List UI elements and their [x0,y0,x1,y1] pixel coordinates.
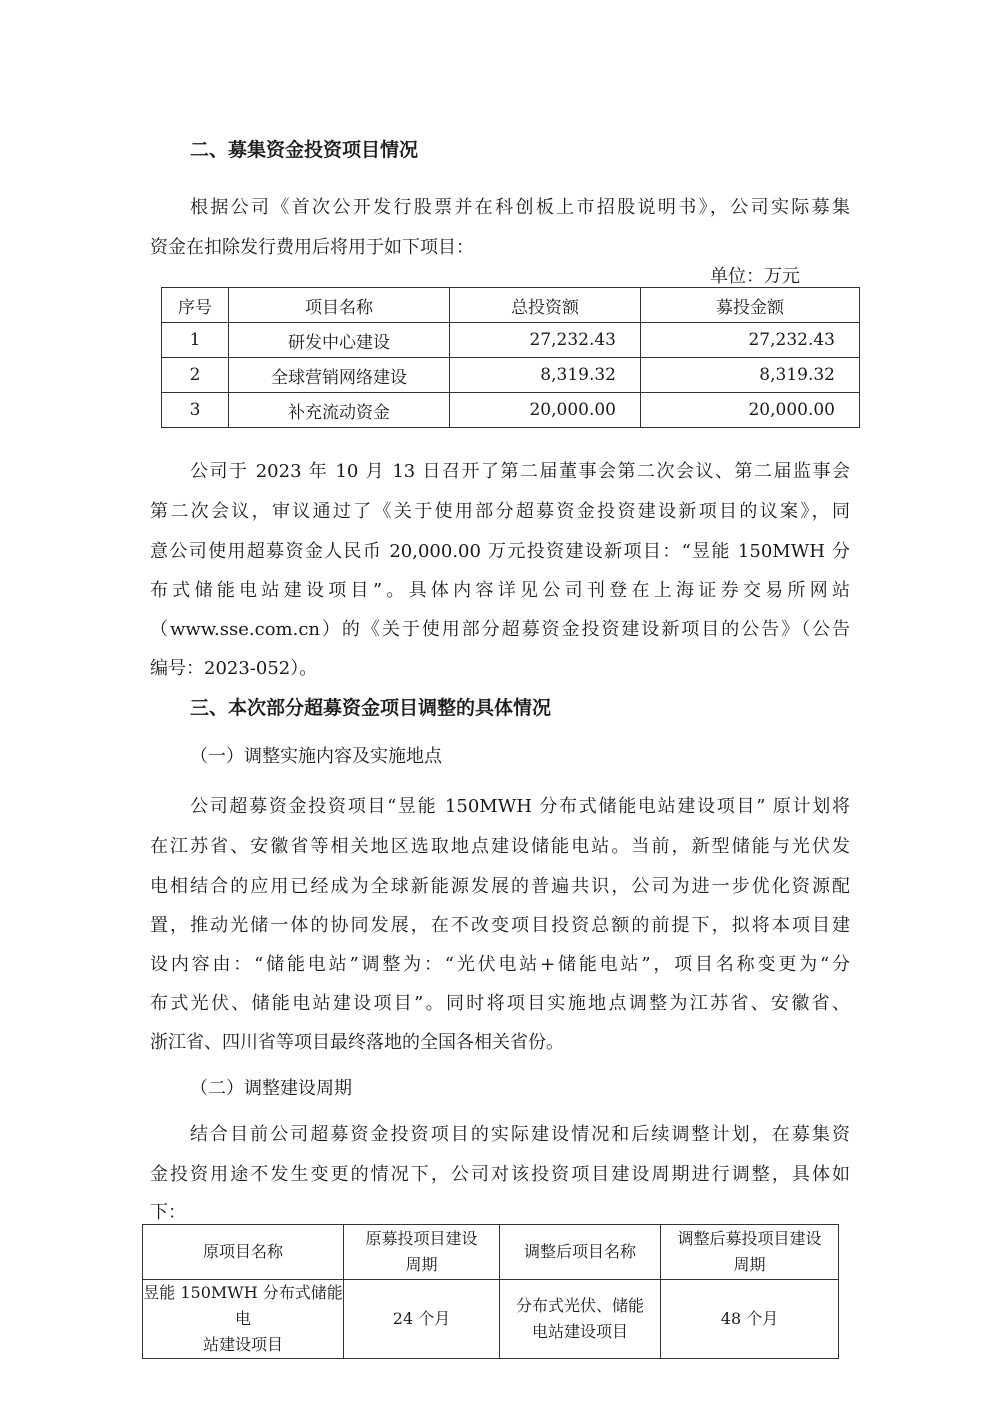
para1-line1: 根据公司《首次公开发行股票并在科创板上市招股说明书》，公司实际募集 [190,197,850,218]
header-cell: 总投资额 [450,288,641,323]
subsection2-heading: （二）调整建设周期 [190,1078,352,1099]
table-cell: 20,000.00 [450,393,641,428]
table-cell: 补充流动资金 [229,393,450,428]
table-header-row [162,288,860,323]
cell-text: 昱能 150MWH 分布式储能电 [143,1283,343,1328]
para2-line: 编号：2023-052）。 [150,658,318,679]
table-cell: 20,000.00 [641,393,860,428]
header-text: 调整后项目名称 [523,1242,636,1261]
table-cell [661,1280,839,1359]
header-text: 调整后募投项目建设 [677,1229,822,1248]
table-header-row [143,1225,839,1280]
table-row [162,323,860,358]
header-text: 原募投项目建设 [365,1229,478,1248]
para3-line: 电相结合的应用已经成为全球新能源发展的普遍共识，公司为进一步优化资源配 [150,876,850,897]
table-cell: 全球营销网络建设 [229,358,450,393]
table-cell: 27,232.43 [450,323,641,358]
para4-line: 结合目前公司超募资金投资项目的实际建设情况和后续调整计划，在募集资 [190,1124,850,1145]
para4-line: 金投资用途不发生变更的情况下，公司对该投资项目建设周期进行调整，具体如 [150,1164,850,1185]
para3-line: 在江苏省、安徽省等相关地区选取地点建设储能电站。当前，新型储能与光伏发 [150,836,850,857]
para2-line: 布式储能电站建设项目”。具体内容详见公司刊登在上海证券交易所网站 [150,580,850,601]
header-cell: 募投金额 [641,288,860,323]
header-text: 原项目名称 [202,1242,283,1261]
para3-line: 布式光伏、储能电站建设项目”。同时将项目实施地点调整为江苏省、安徽省、 [150,993,850,1014]
header-cell [661,1225,839,1280]
table-cell: 27,232.43 [641,323,860,358]
para3-line: 浙江省、四川省等项目最终落地的全国各相关省份。 [150,1032,564,1053]
header-cell [500,1225,661,1280]
para2-line: 公司于 2023 年 10 月 13 日召开了第二届董事会第二次会议、第二届监事会 [190,461,850,482]
para3-line: 公司超募资金投资项目“昱能 150MWH 分布式储能电站建设项目” 原计划将 [190,796,850,817]
header-cell: 项目名称 [229,288,450,323]
table-cell: 2 [162,358,229,393]
header-cell [143,1225,344,1280]
table-cell [500,1280,661,1359]
table-row [162,393,860,428]
table-cell: 3 [162,393,229,428]
table-cell: 研发中心建设 [229,323,450,358]
table-cell [143,1280,344,1359]
cell-text: 电站建设项目 [531,1322,628,1341]
header-cell [344,1225,500,1280]
subsection1-heading: （一）调整实施内容及实施地点 [190,746,442,767]
header-text: 周期 [733,1255,766,1274]
table-cell: 8,319.32 [450,358,641,393]
para3-line: 设内容由：“储能电站”调整为：“光伏电站+储能电站”，项目名称变更为“分 [150,954,850,975]
para4-line: 下： [150,1202,186,1223]
cell-text: 48 个月 [720,1309,779,1328]
para2-line: 第二次会议，审议通过了《关于使用部分超募资金投资建设新项目的议案》，同 [150,501,850,522]
cell-text: 站建设项目 [202,1335,283,1354]
para2-line: 意公司使用超募资金人民币 20,000.00 万元投资建设新项目：“昱能 150MWH 分 [150,541,850,562]
table-cell: 1 [162,323,229,358]
cell-text: 分布式光伏、储能 [515,1296,644,1315]
schedule-table [142,1224,839,1359]
investment-table [161,287,860,428]
unit-label: 单位：万元 [710,266,800,287]
header-cell: 序号 [162,288,229,323]
header-text: 周期 [405,1255,438,1274]
para2-line: （www.sse.com.cn）的《关于使用部分超募资金投资建设新项目的公告》（公告 [150,619,850,640]
section2-heading: 二、募集资金投资项目情况 [190,139,419,161]
cell-text: 24 个月 [392,1309,451,1328]
table-row [143,1280,839,1359]
table-cell [344,1280,500,1359]
para1-line2: 资金在扣除发行费用后将用于如下项目： [150,237,474,258]
section3-heading: 三、本次部分超募资金项目调整的具体情况 [190,697,552,719]
para3-line: 置，推动光储一体的协同发展，在不改变项目投资总额的前提下，拟将本项目建 [150,915,850,936]
table-cell: 8,319.32 [641,358,860,393]
table-row [162,358,860,393]
